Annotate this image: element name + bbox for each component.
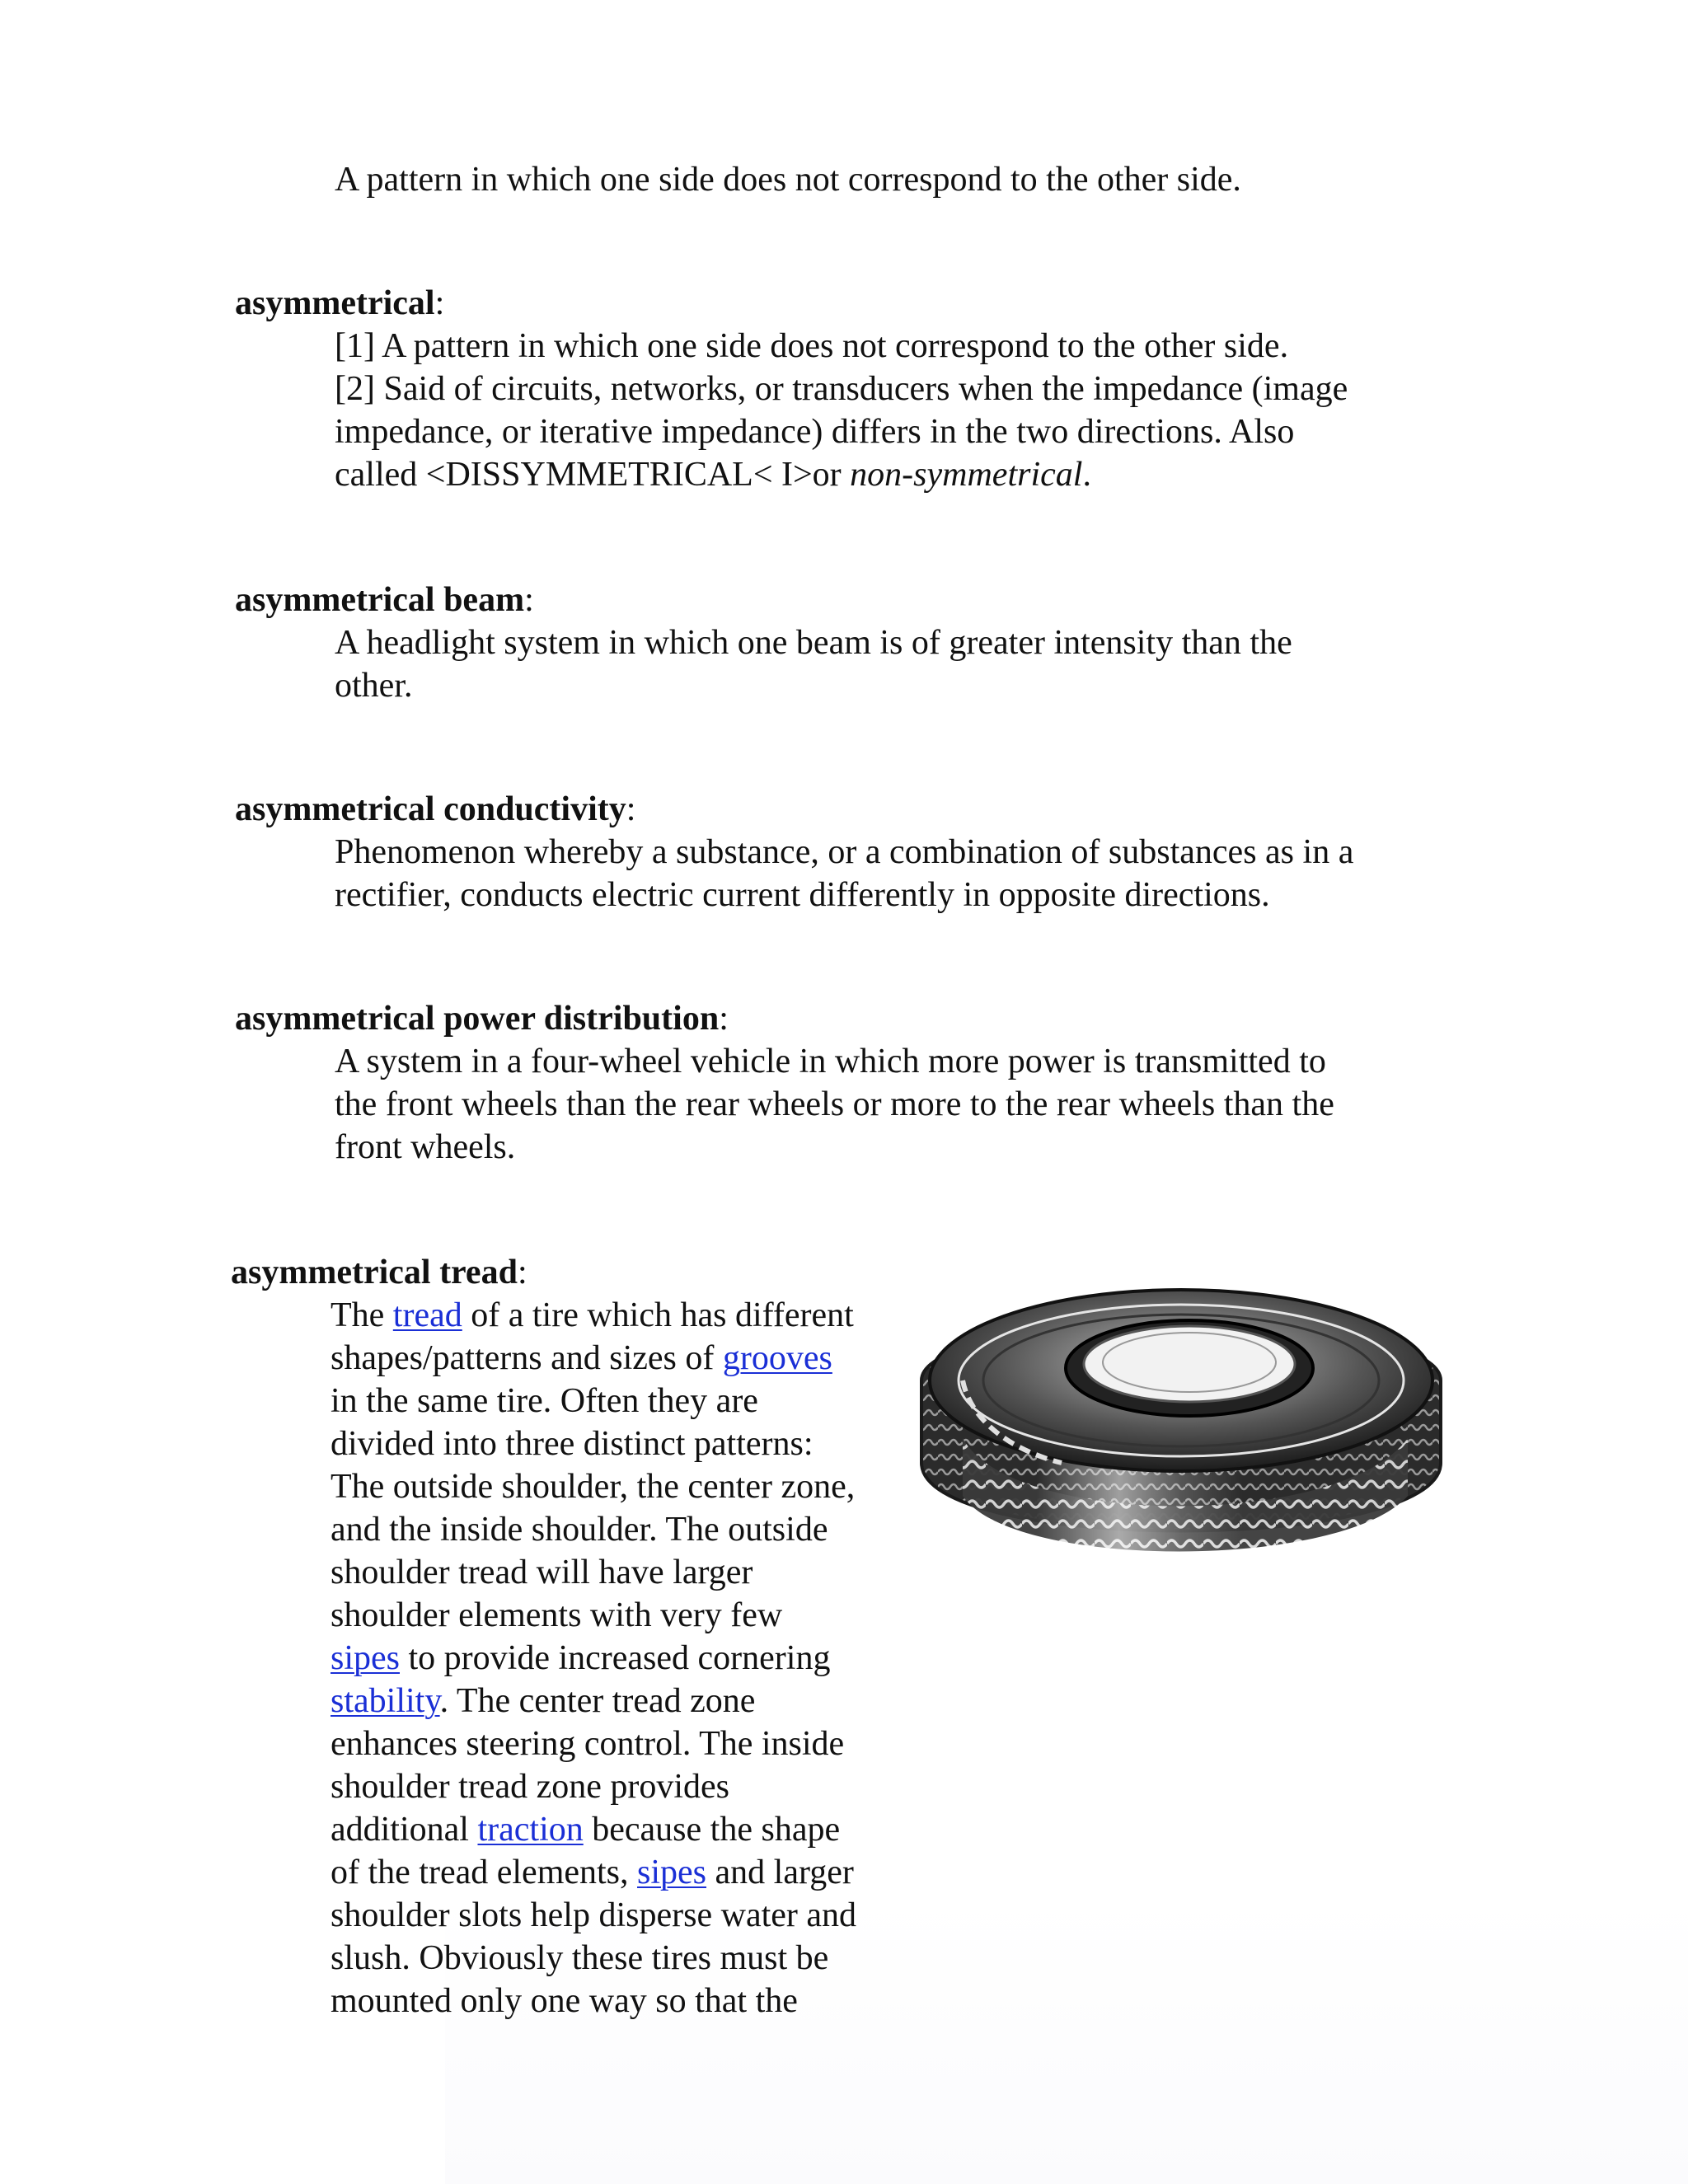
- definition-text: shapes/patterns and sizes of: [331, 1339, 723, 1377]
- link-tread[interactable]: tread: [392, 1296, 462, 1334]
- term-colon: :: [626, 790, 636, 828]
- definition-line: [331, 1594, 782, 1637]
- definition-text: called <DISSYMMETRICAL< I>or: [335, 456, 851, 494]
- link-sipes[interactable]: sipes: [331, 1639, 400, 1677]
- term-colon: :: [524, 581, 534, 619]
- definition-line: A system in a four-wheel vehicle in which more power is transmitted to: [335, 1043, 1326, 1080]
- definition-text: divided into three distinct patterns:: [331, 1425, 814, 1463]
- definition-text: and the inside shoulder. The outside: [331, 1511, 828, 1549]
- definition-line: [1] A pattern in which one side does not correspond to the other side.: [335, 327, 1289, 365]
- definition-text: to provide increased cornering: [400, 1639, 831, 1677]
- definition-line: [331, 1937, 828, 1980]
- link-grooves[interactable]: grooves: [722, 1339, 832, 1377]
- definition-line: rectifier, conducts electric current differently in opposite directions.: [335, 876, 1270, 914]
- definition-line: [331, 1380, 758, 1422]
- definition-line: other.: [335, 667, 413, 705]
- definition-text: shoulder slots help disperse water and: [331, 1896, 857, 1934]
- definition-text: The: [331, 1296, 393, 1334]
- term-colon: :: [719, 1000, 729, 1038]
- definition-text: because the shape: [583, 1811, 841, 1849]
- definition-line: [331, 1465, 855, 1508]
- term-colon: :: [517, 1254, 528, 1291]
- entry-term-asymmetrical-beam: [235, 579, 534, 621]
- definition-text: of the tread elements,: [331, 1854, 638, 1891]
- entry-term-asymmetrical: [235, 282, 444, 325]
- link-traction[interactable]: traction: [477, 1811, 584, 1849]
- tire-illustration-icon: [913, 1257, 1449, 1586]
- definition-text: mounted only one way so that the: [331, 1982, 798, 2020]
- definition-line: [331, 1337, 832, 1380]
- definition-line: A headlight system in which one beam is of greater intensity than the: [335, 624, 1292, 662]
- definition-text: . The center tread zone: [439, 1682, 756, 1720]
- definition-text: and larger: [706, 1854, 854, 1891]
- definition-line: [331, 1551, 753, 1594]
- definition-line: [335, 453, 1091, 496]
- definition-line: [331, 1680, 755, 1722]
- term-label: asymmetrical tread: [231, 1254, 518, 1291]
- definition-line: front wheels.: [335, 1128, 516, 1166]
- definition-line: Phenomenon whereby a substance, or a combination of substances as in a: [335, 833, 1354, 871]
- definition-line: [331, 1722, 844, 1765]
- definition-line: [331, 1765, 729, 1808]
- definition-line: [331, 1851, 854, 1894]
- definition-line: [331, 1422, 814, 1465]
- definition-text: The outside shoulder, the center zone,: [331, 1468, 856, 1506]
- definition-text: shoulder elements with very few: [331, 1596, 783, 1634]
- definition-line: [331, 1637, 830, 1680]
- definition-line: [331, 1808, 840, 1851]
- entry-term-asymmetrical-conductivity: [235, 788, 635, 831]
- definition-text: of a tire which has different: [462, 1296, 854, 1334]
- entry-term-asymmetrical-tread: [231, 1251, 528, 1294]
- definition-line: [331, 1980, 798, 2022]
- term-label: asymmetrical power distribution: [235, 1000, 720, 1038]
- definition-text: slush. Obviously these tires must be: [331, 1939, 829, 1977]
- term-colon: :: [434, 284, 445, 322]
- definition-text: shoulder tread zone provides: [331, 1768, 730, 1806]
- definition-text: shoulder tread will have larger: [331, 1554, 753, 1591]
- definition-line: impedance, or iterative impedance) differs in the two directions. Also: [335, 413, 1295, 451]
- definition-line: [331, 1294, 854, 1337]
- definition-line: [331, 1508, 828, 1551]
- link-sipes[interactable]: sipes: [637, 1854, 707, 1891]
- definition-line: the front wheels than the rear wheels or more to the rear wheels than the: [335, 1085, 1334, 1123]
- definition-text: enhances steering control. The inside: [331, 1725, 845, 1763]
- intro-definition: A pattern in which one side does not correspond to the other side.: [335, 161, 1241, 199]
- term-label: asymmetrical: [235, 284, 435, 322]
- term-label: asymmetrical beam: [235, 581, 525, 619]
- definition-text: additional: [331, 1811, 478, 1849]
- definition-text: .: [1082, 456, 1091, 494]
- definition-line: [2] Said of circuits, networks, or transducers when the impedance (image: [335, 370, 1348, 408]
- link-stability[interactable]: stability: [331, 1682, 440, 1720]
- definition-line: [331, 1894, 856, 1937]
- entry-term-asymmetrical-power-distribution: [235, 997, 729, 1040]
- term-label: asymmetrical conductivity: [235, 790, 626, 828]
- definition-text: in the same tire. Often they are: [331, 1382, 758, 1420]
- italic-term: non-symmetrical: [850, 456, 1083, 494]
